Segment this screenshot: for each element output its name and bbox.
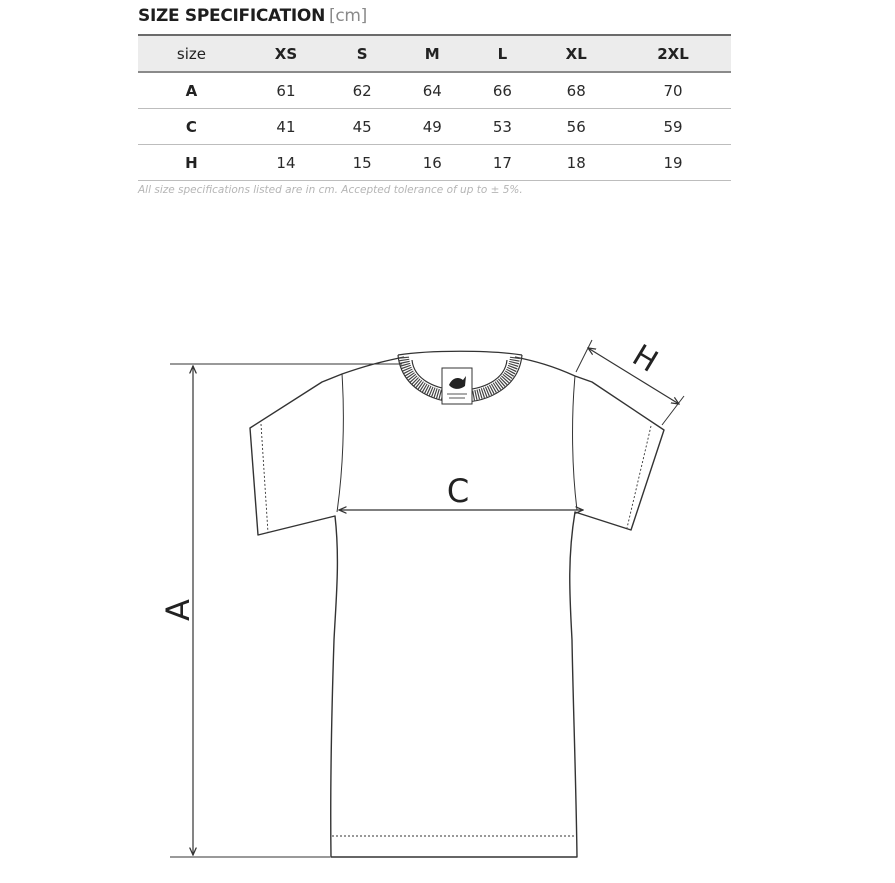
table-cell: 15	[327, 145, 397, 181]
header-cell-size: size	[138, 35, 245, 72]
table-cell: 14	[245, 145, 327, 181]
table-cell: 66	[467, 72, 537, 109]
table-cell: 16	[397, 145, 467, 181]
table-cell: 61	[245, 72, 327, 109]
row-label-c: C	[138, 109, 245, 145]
header-cell-2xl: 2XL	[615, 35, 731, 72]
header-cell-m: M	[397, 35, 467, 72]
header-cell-l: L	[467, 35, 537, 72]
table-cell: 18	[537, 145, 615, 181]
table-cell: 17	[467, 145, 537, 181]
dimension-a	[159, 364, 402, 857]
label-a: A	[159, 599, 197, 621]
dimension-c	[339, 472, 583, 510]
table-cell: 45	[327, 109, 397, 145]
row-label-h: H	[138, 145, 245, 181]
title-text: SIZE SPECIFICATION	[138, 6, 325, 26]
unit-label: [cm]	[329, 6, 367, 26]
collar	[398, 351, 522, 404]
header-cell-xl: XL	[537, 35, 615, 72]
label-c: C	[446, 472, 470, 510]
shirt-outline	[250, 357, 664, 857]
table-cell: 19	[615, 145, 731, 181]
row-label-a: A	[138, 72, 245, 109]
label-h: H	[626, 338, 664, 380]
table-cell: 62	[327, 72, 397, 109]
table-cell: 64	[397, 72, 467, 109]
header-cell-s: S	[327, 35, 397, 72]
tolerance-note: All size specifications listed are in cm. Accepted tolerance of up to ± 5%.	[138, 184, 523, 196]
table-cell: 70	[615, 72, 731, 109]
table-cell: 68	[537, 72, 615, 109]
table-cell: 56	[537, 109, 615, 145]
table-cell: 53	[467, 109, 537, 145]
table-cell: 41	[245, 109, 327, 145]
table-cell: 49	[397, 109, 467, 145]
header-cell-xs: XS	[245, 35, 327, 72]
table-cell: 59	[615, 109, 731, 145]
